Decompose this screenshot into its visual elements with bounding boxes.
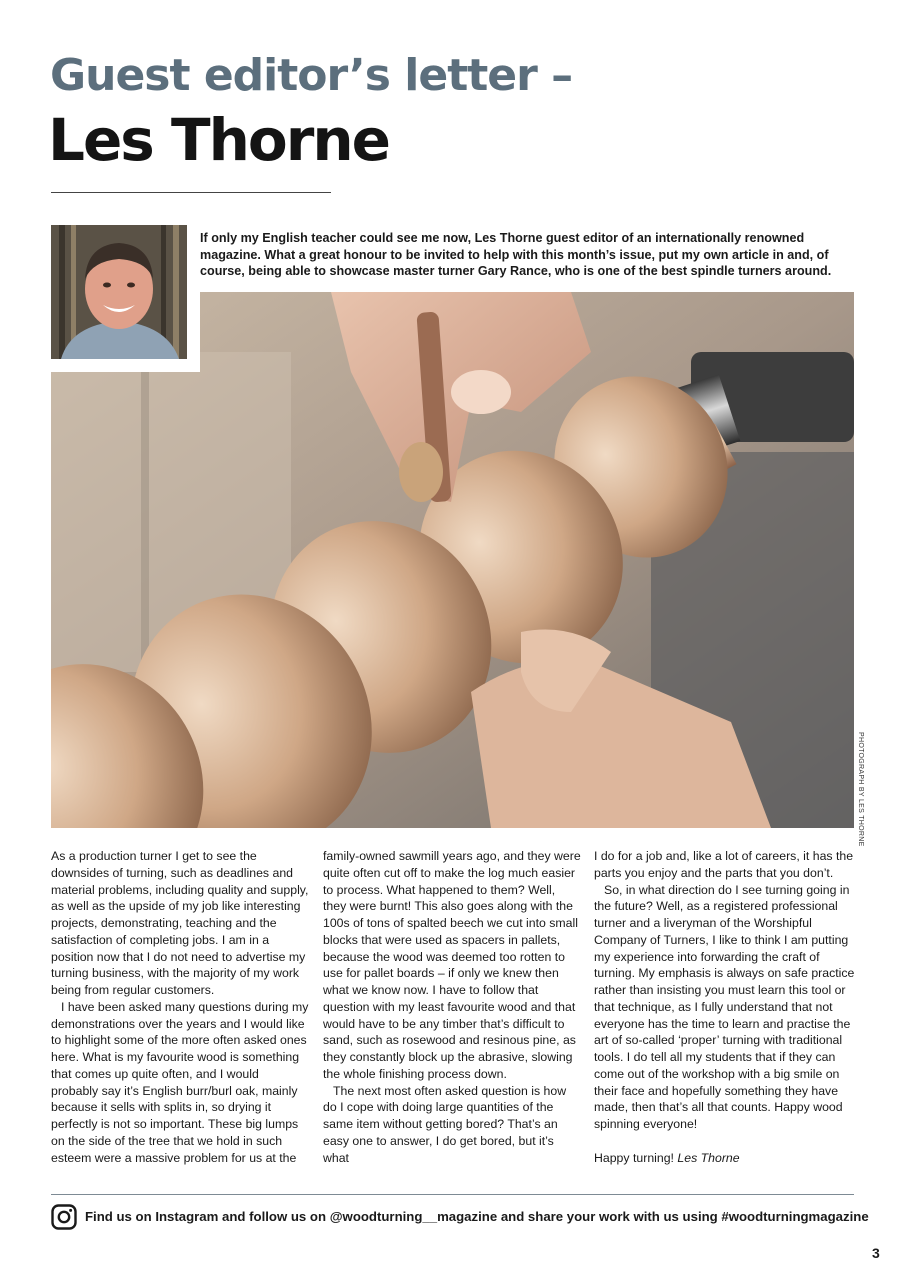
paragraph: family-owned sawmill years ago, and they were quite often cut off to make the log much easier to process. What happened to them? Well, they were burnt! This also goes along with the 100s of tons of spalted beech we cut into small blocks that were used as spacers in pallets, because the wood was deemed too rotten to use for pallet boards – if only we knew then what we know now. I have to follow that question with my least favourite wood and that would have to be any timber that’s difficult to sand, such as rosewood and resinous pine, as they constantly block up the abrasive, slowing the whole finishing process down. <box>323 849 581 1081</box>
author-portrait <box>51 225 187 359</box>
kicker-heading: Guest editor’s letter – <box>50 50 573 101</box>
paragraph: I have been asked many questions during my demonstrations over the years and I would like to highlight some of the more often asked ones here. What is my favourite wood is something that comes up quite often, and I would probably say it’s English burr/burl oak, mainly because it sells with splits in, so drying it perfectly is not so important. These big lumps on the side of the tree that we hold in such esteem were a massive problem for us at the <box>51 999 309 1165</box>
paragraph: As a production turner I get to see the downsides of turning, such as deadlines and material problems, including quality and supply, as well as the upside of my job like interesting projects, demonstrating, teaching and the satisfaction of completing jobs. I am in a position now that I do not need to advertise my turning business, with the majority of my work being from regular customers. <box>51 849 309 997</box>
photo-credit: PHOTOGRAPH BY LES THORNE <box>857 732 864 847</box>
signoff: Happy turning! <box>594 1150 674 1165</box>
page-number: 3 <box>872 1245 880 1261</box>
body-column-3 <box>594 848 856 1166</box>
paragraph: I do for a job and, like a lot of careers, it has the parts you enjoy and the parts that you don’t. <box>594 849 854 880</box>
title-divider <box>51 192 331 193</box>
hero-photo-wood-turning <box>51 292 854 828</box>
intro-standfirst: If only my English teacher could see me now, Les Thorne guest editor of an internationally renowned magazine. What a great honour to be invited to help with this month’s issue, put my own article in and, of course, being able to showcase master turner Gary Rance, who is one of the best spindle turners around. <box>200 231 832 278</box>
instagram-icon[interactable] <box>51 1204 77 1230</box>
signature: Les Thorne <box>677 1150 740 1165</box>
portrait-frame-side <box>187 292 200 372</box>
paragraph: So, in what direction do I see turning going in the future? Well, as a registered professional turner and a liveryman of the Worshipful Company of Turners, I like to think I am putting my experience into forwarding the craft of turning. My emphasis is always on safe practice rather than insisting you must learn this tool or that technique, as I fully understand that not everyone has the time to learn and practise the art of so-called ‘proper’ turning with traditional tools. I do tell all my students that if they can come out of the workshop with a big smile on their face and hopefully something they have made, then that’s all that counts. Happy wood spinning everyone! <box>594 882 855 1131</box>
body-column-1 <box>51 848 309 1166</box>
footer-divider <box>51 1194 854 1195</box>
page-title: Les Thorne <box>48 106 389 174</box>
body-column-2 <box>323 848 581 1166</box>
paragraph: The next most often asked question is how do I cope with doing large quantities of the same item without getting bored? That’s an easy one to answer, I do get bored, but it’s what <box>323 1083 567 1165</box>
signoff-line <box>594 1150 856 1167</box>
portrait-frame <box>51 359 200 372</box>
instagram-callout: Find us on Instagram and follow us on @woodturning__magazine and share your work with us using #woodturningmagazine <box>85 1209 869 1224</box>
